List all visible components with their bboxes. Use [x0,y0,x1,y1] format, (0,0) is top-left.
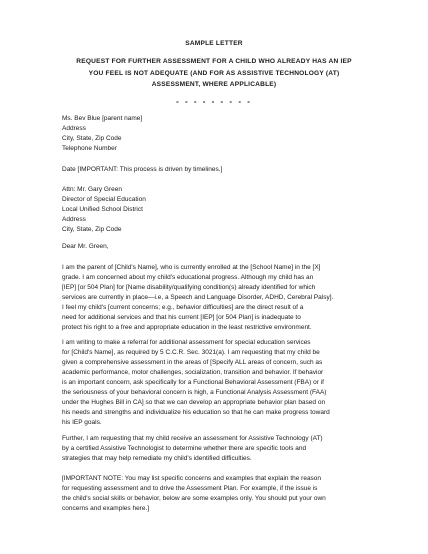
paragraph-line: strategies that may help remediate my child's identified difficulties. [62,455,252,462]
paragraph-line: protect his right to a free and appropriate education in the least restrictive environment. [62,324,312,331]
paragraph-line: [IMPORTANT NOTE: You may list specific concerns and examples that explain the reason [62,475,322,482]
paragraph-line: Further, I am requesting that my child receive an assessment for Assistive Technology (AT) [62,435,323,442]
subheading-line: ASSESSMENT, WHERE APPLICABLE) [151,81,277,89]
paragraph-line: I am writing to make a referral for additional assessment for special education services [62,339,311,346]
sender-address: Address [62,125,86,132]
recipient-block [62,185,382,235]
paragraph-line: given a comprehensive assessment in the areas of [Specify ALL areas of concern, such as [62,359,323,366]
sender-block [62,114,382,154]
paragraph-line: his needs and strengths and individualize his education so that he can make progress toward [62,409,330,416]
paragraph-line: under the Hughes Bill in CA] so that we can develop an appropriate behavior plan based on [62,399,326,406]
salutation: Dear Mr. Green, [62,243,109,250]
paragraph-line: services are currently in place—i.e, a Speech and Language Disorder, ADHD, Cerebral Palsy]. [62,294,334,301]
recipient-address: Address [62,216,86,223]
recipient-title: Director of Special Education [62,196,146,203]
paragraph-line: the child's social skills or behavior, below are some examples only. You should put your own [62,495,326,502]
paragraph-line: academic performance, motor challenges, socialization, transition and behavior. If behavior [62,369,324,376]
paragraph-line: I feel my child's [current concerns; e.g., behavior difficulties] are the direct result of a [62,304,304,311]
letter-heading: SAMPLE LETTER [185,40,243,47]
paragraph-line: grade. I am concerned about my child's educational progress. Although my child has an [62,274,314,281]
subheading-line: YOU FEEL IS NOT ADEQUATE (AND FOR AS ASSISTIVE TECHNOLOGY (AT) [88,69,340,77]
recipient-city: City, State, Zip Code [62,226,122,233]
recipient-attn: Attn: Mr. Gary Green [62,186,122,193]
subheading-line: REQUEST FOR FURTHER ASSESSMENT FOR A CHILD WHO ALREADY HAS AN IEP [76,58,352,65]
paragraph-2 [62,338,382,428]
paragraph-line: by a certified Assistive Technologist to determine whether there are specific tools and [62,445,307,452]
sender-city: City, State, Zip Code [62,135,122,142]
sender-name: Ms. Bev Blue [parent name] [62,115,143,122]
paragraph-line: the seriousness of your behavioral concern is high, a Functional Analysis Assessment (FAA) [62,389,327,396]
paragraph-line: his IEP goals. [62,419,102,426]
paragraph-line: for [Child's Name], as required by 5 C.C.R. Sec. 3021(a). I am requesting that my child be [62,349,320,356]
paragraph-line: need for additional services and that his current [IEP] [or 504 Plan] is inadequate to [62,314,301,321]
separator: - - - - - - - - - [176,97,252,106]
paragraph-4 [62,474,382,514]
letter-subheading [0,56,428,91]
recipient-district: Local Unified School District [62,206,143,213]
date-line: Date [IMPORTANT: This process is driven by timelines.] [62,166,223,173]
paragraph-line: for requesting assessment and to drive the Assessment Plan. For example, if the issue is [62,485,318,492]
paragraph-1 [62,263,382,333]
paragraph-3 [62,434,382,464]
paragraph-line: is an important concern, ask specifically for a Functional Behavioral Assessment (FBA) or if [62,379,324,386]
sender-phone: Telephone Number [62,145,117,152]
paragraph-line: concerns and examples here.] [62,505,150,512]
paragraph-line: I am the parent of [Child's Name], who is currently enrolled at the [School Name] in the [X] [62,264,321,271]
paragraph-line: [IEP] [or 504 Plan] for [Name disability/qualifying condition(s) already identified for which [62,284,316,291]
